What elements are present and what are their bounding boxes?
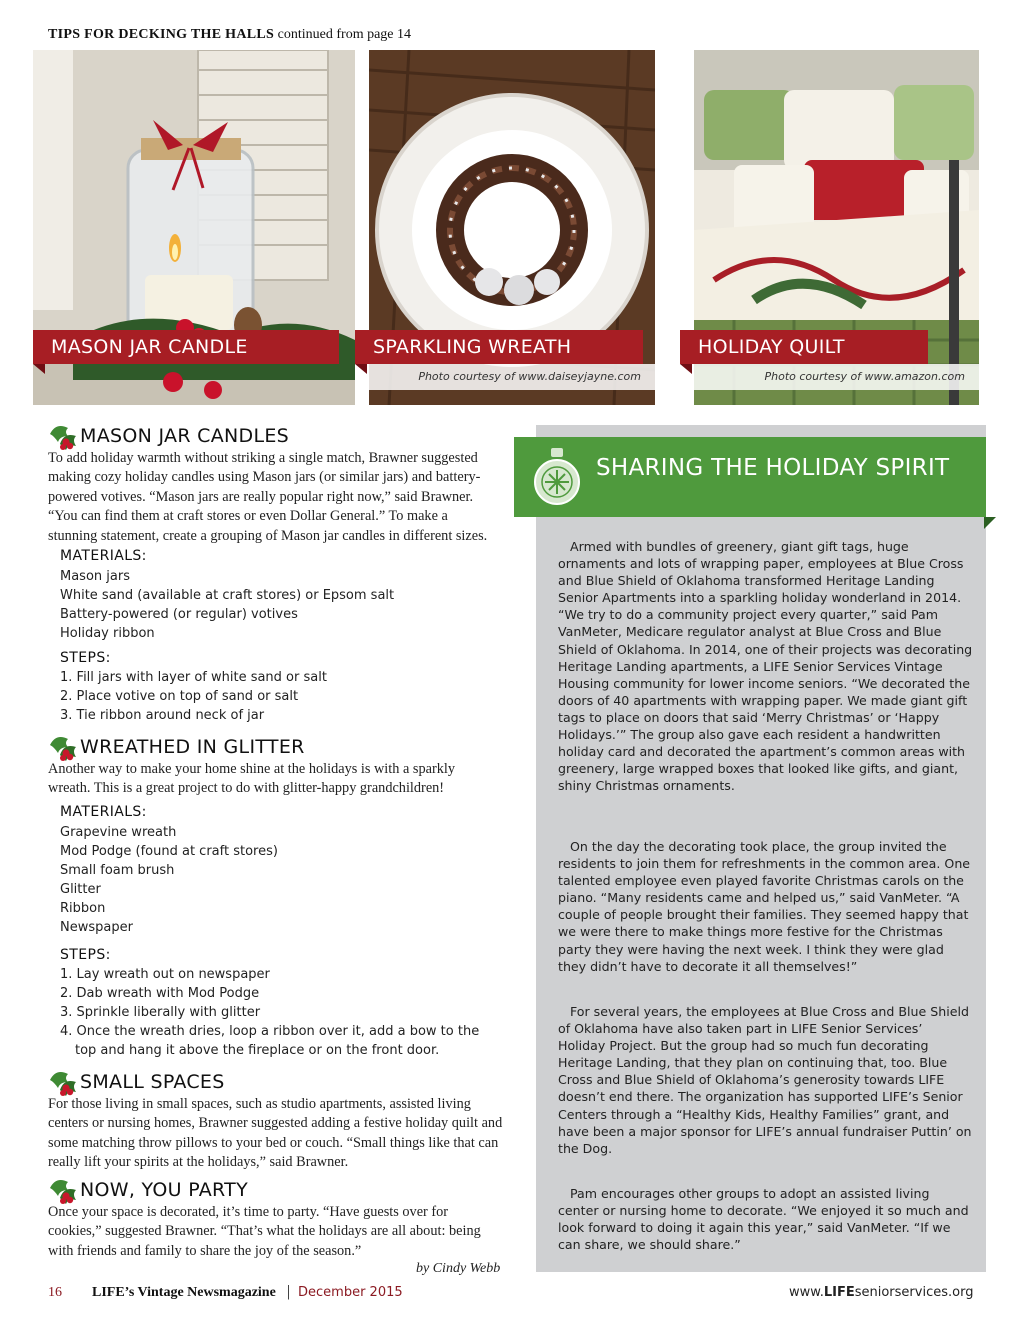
- list-item: top and hang it above the fireplace or on the front door.: [75, 1043, 440, 1058]
- list-item: Mason jars: [60, 569, 130, 584]
- list-item: Small foam brush: [60, 863, 175, 878]
- mason-steps-label: STEPS:: [60, 650, 111, 666]
- quilt-photo-credit: Photo courtesy of www.amazon.com: [694, 364, 979, 390]
- holly-icon: [46, 1066, 78, 1098]
- mason-section-title: MASON JAR CANDLES: [80, 425, 290, 447]
- page-number: 16: [48, 1285, 62, 1300]
- sidebar-paragraph: Pam encourages other groups to adopt an assisted living center or nursing home to decorate. “We enjoyed it so much and look forward to doing it again this year,” said VanMeter. “If we can share, we should share.”: [558, 1186, 969, 1253]
- mason-section-body: To add holiday warmth without striking a single match, Brawner suggested making cozy holiday candles using Mason jars (or similar jars) and battery-powered votives. “Mason jars are really popular right now,” said Brawner. “You can find them at craft stores or even Dollar General.” To make a stunning statement, create a grouping of Mason jar candles in different sizes.: [48, 450, 488, 544]
- list-item: 4. Once the wreath dries, loop a ribbon over it, add a bow to the: [60, 1024, 480, 1039]
- small-section-title: SMALL SPACES: [80, 1071, 225, 1093]
- wreath-materials-list: [60, 823, 278, 937]
- issue-date: December 2015: [298, 1285, 403, 1300]
- party-section-body: Once your space is decorated, it’s time to party. “Have guests over for cookies,” suggested Brawner. “That’s what the holidays are all about: being with friends and family to share the joy of the season.”: [48, 1204, 481, 1259]
- list-item: Grapevine wreath: [60, 825, 177, 840]
- list-item: 3. Sprinkle liberally with glitter: [60, 1005, 261, 1020]
- banner-label: SPARKLING WREATH: [373, 336, 572, 358]
- banner-fold: [680, 364, 692, 374]
- sparkling-wreath-banner: [355, 330, 643, 364]
- list-item: 3. Tie ribbon around neck of jar: [60, 708, 265, 723]
- footer-website-link[interactable]: [789, 1285, 973, 1300]
- list-item: 1. Fill jars with layer of white sand or salt: [60, 670, 327, 685]
- list-item: Mod Podge (found at craft stores): [60, 844, 278, 859]
- wreath-section-title: WREATHED IN GLITTER: [80, 736, 305, 758]
- wreath-steps-label: STEPS:: [60, 947, 111, 963]
- url-suffix: seniorservices.org: [854, 1285, 974, 1300]
- holly-icon: [46, 1174, 78, 1206]
- url-bold: LIFE: [823, 1285, 855, 1300]
- banner-fold: [355, 364, 367, 374]
- byline: by Cindy Webb: [416, 1261, 501, 1276]
- wreath-section-body: Another way to make your home shine at the holidays is with a sparkly wreath. This is a great project to do with glitter-happy grandchildren!: [48, 761, 455, 797]
- list-item: Battery-powered (or regular) votives: [60, 607, 298, 622]
- list-item: Holiday ribbon: [60, 626, 155, 641]
- wreath-materials-label: MATERIALS:: [60, 804, 147, 820]
- list-item: 2. Place votive on top of sand or salt: [60, 689, 299, 704]
- sidebar-title: SHARING THE HOLIDAY SPIRIT: [596, 455, 950, 481]
- holiday-quilt-banner: [680, 330, 928, 364]
- sidebar-paragraph: On the day the decorating took place, the group invited the residents to join them for refreshments in the common area. One talented employee even played favorite Christmas carols on the piano. “Many residents came and helped us,” said VanMeter. “A couple of people brought their families. They seemed happy that we were there to make things more festive for the Christmas party they were having the next week. I think they were glad they didn’t have to decorate it all themselves!”: [558, 839, 971, 974]
- wreath-steps-list: [60, 965, 479, 1060]
- header-title: TIPS FOR DECKING THE HALLS: [48, 27, 275, 42]
- banner-label: HOLIDAY QUILT: [698, 336, 845, 358]
- wreath-photo-credit: Photo courtesy of www.daiseyjayne.com: [369, 364, 655, 390]
- header-continued: continued from page 14: [277, 27, 412, 42]
- list-item: Glitter: [60, 882, 101, 897]
- footer-separator: |: [287, 1283, 291, 1300]
- sidebar-paragraph: Armed with bundles of greenery, giant gift tags, huge ornaments and lots of wrapping paper, employees at Blue Cross and Blue Shield of Oklahoma transformed Heritage Landing Senior Apartments into a sparkling holiday wonderland in 2014. “We try to do a community project every quarter,” said Pam VanMeter, Medicare regulator analyst at Blue Cross and Blue Shield of Oklahoma. In 2014, one of their projects was decorating Heritage Landing apartments, a LIFE Senior Services Vintage Housing community for lower income seniors. “We decorated the doors of 40 apartments with wrapping paper. We made giant gift tags to place on doors that said ‘Merry Christmas’ or ‘Happy Holidays.’” The group also gave each resident a handwritten holiday card and decorated the apartment’s common areas with greenery, large wrapped boxes that looked like gifts, and giant, shiny Christmas ornaments.: [558, 539, 973, 794]
- small-section-body: For those living in small spaces, such as studio apartments, assisted living centers or nursing homes, Brawner suggested adding a festive holiday quilt and some matching throw pillows to your bed or couch. “Small things like that can really lift your spirits at the holidays,” said Brawner.: [48, 1096, 503, 1171]
- mason-materials-label: MATERIALS:: [60, 548, 147, 564]
- holly-icon: [46, 731, 78, 763]
- mason-steps-list: [60, 668, 327, 725]
- magazine-name: LIFE’s Vintage Newsmagazine: [92, 1285, 276, 1300]
- mason-jar-candle-banner: [33, 330, 339, 364]
- sidebar-banner-fold: [984, 517, 996, 529]
- ornament-icon: [532, 446, 582, 508]
- list-item: Ribbon: [60, 901, 106, 916]
- banner-label: MASON JAR CANDLE: [51, 336, 248, 358]
- banner-fold: [33, 364, 45, 374]
- continued-header: [48, 27, 411, 43]
- mason-materials-list: [60, 567, 394, 643]
- party-section-title: NOW, YOU PARTY: [80, 1179, 248, 1201]
- list-item: 1. Lay wreath out on newspaper: [60, 967, 270, 982]
- sidebar-paragraph: For several years, the employees at Blue Cross and Blue Shield of Oklahoma have also taken part in LIFE Senior Services’ Holiday Project. But the group had so much fun decorating Heritage Landing, that they plan on continuing that, too. Blue Cross and Blue Shield of Oklahoma’s generosity towards LIFE doesn’t end there. The organization has supported LIFE’s Senior Centers through a “Healthy Kids, Healthy Families” grant, and have been a major sponsor for LIFE’s annual fundraiser Puttin’ on the Dog.: [558, 1004, 972, 1156]
- list-item: Newspaper: [60, 920, 133, 935]
- url-prefix: www.: [789, 1285, 824, 1300]
- list-item: White sand (available at craft stores) or Epsom salt: [60, 588, 395, 603]
- holly-icon: [46, 420, 78, 452]
- list-item: 2. Dab wreath with Mod Podge: [60, 986, 260, 1001]
